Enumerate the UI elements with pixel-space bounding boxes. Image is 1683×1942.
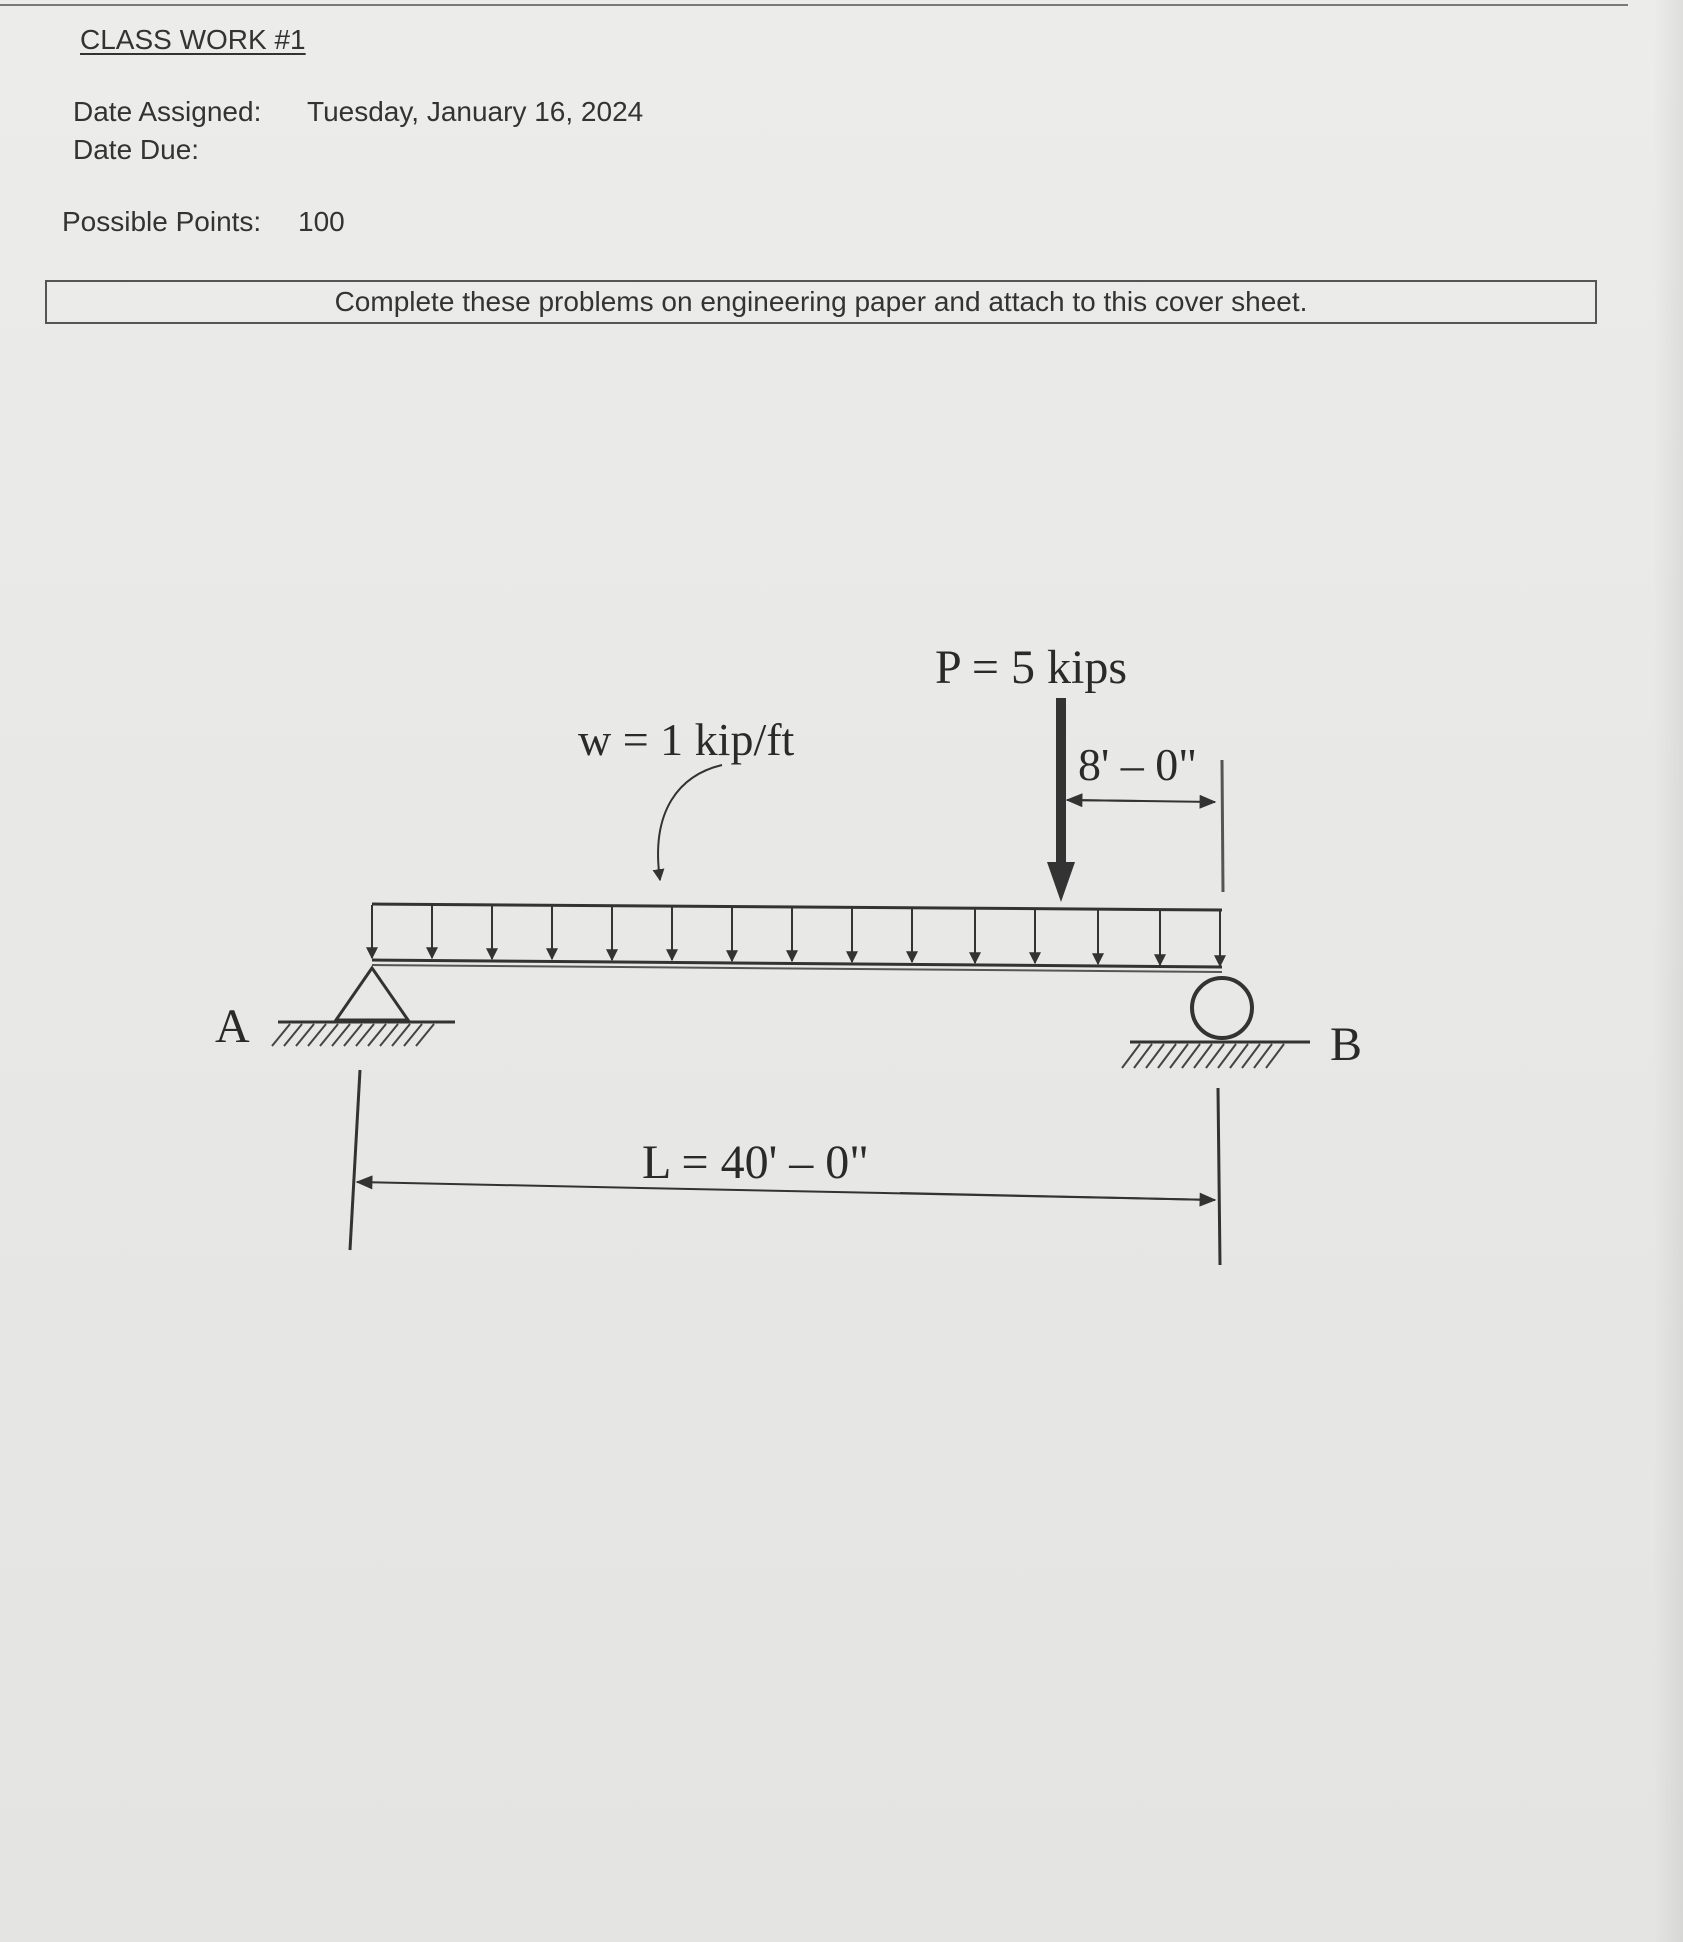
offset-dimension-line-back bbox=[1067, 800, 1140, 801]
distributed-load-arrows bbox=[372, 905, 1220, 966]
roller-support-b bbox=[1192, 978, 1252, 1038]
distributed-load-label: w = 1 kip/ft bbox=[578, 714, 795, 765]
date-due-label: Date Due: bbox=[73, 134, 200, 165]
assignment-title: CLASS WORK #1 bbox=[80, 24, 306, 55]
distributed-load-leader bbox=[658, 765, 722, 880]
possible-points-label: Possible Points: bbox=[62, 206, 262, 237]
span-label: L = 40' – 0" bbox=[642, 1136, 869, 1189]
point-load-offset-label: 8' – 0" bbox=[1078, 739, 1198, 790]
span-extension-left bbox=[350, 1070, 360, 1250]
point-load-arrowhead bbox=[1047, 862, 1075, 902]
possible-points-value: 100 bbox=[298, 206, 345, 237]
ground-hatch-b bbox=[1122, 1044, 1284, 1068]
support-b-label: B bbox=[1330, 1018, 1363, 1071]
pin-support-a bbox=[336, 968, 408, 1020]
span-dimension-line-right bbox=[900, 1193, 1215, 1200]
offset-extension-line bbox=[1222, 760, 1223, 892]
span-extension-right bbox=[1218, 1088, 1220, 1265]
support-a-label: A bbox=[215, 1000, 250, 1053]
distributed-load-top-line bbox=[372, 904, 1222, 910]
date-assigned-value: Tuesday, January 16, 2024 bbox=[307, 96, 644, 127]
ground-hatch-a bbox=[272, 1024, 434, 1046]
point-load-label: P = 5 kips bbox=[935, 641, 1127, 694]
date-assigned-label: Date Assigned: bbox=[73, 96, 262, 127]
instruction-text: Complete these problems on engineering paper and attach to this cover sheet. bbox=[334, 286, 1308, 317]
